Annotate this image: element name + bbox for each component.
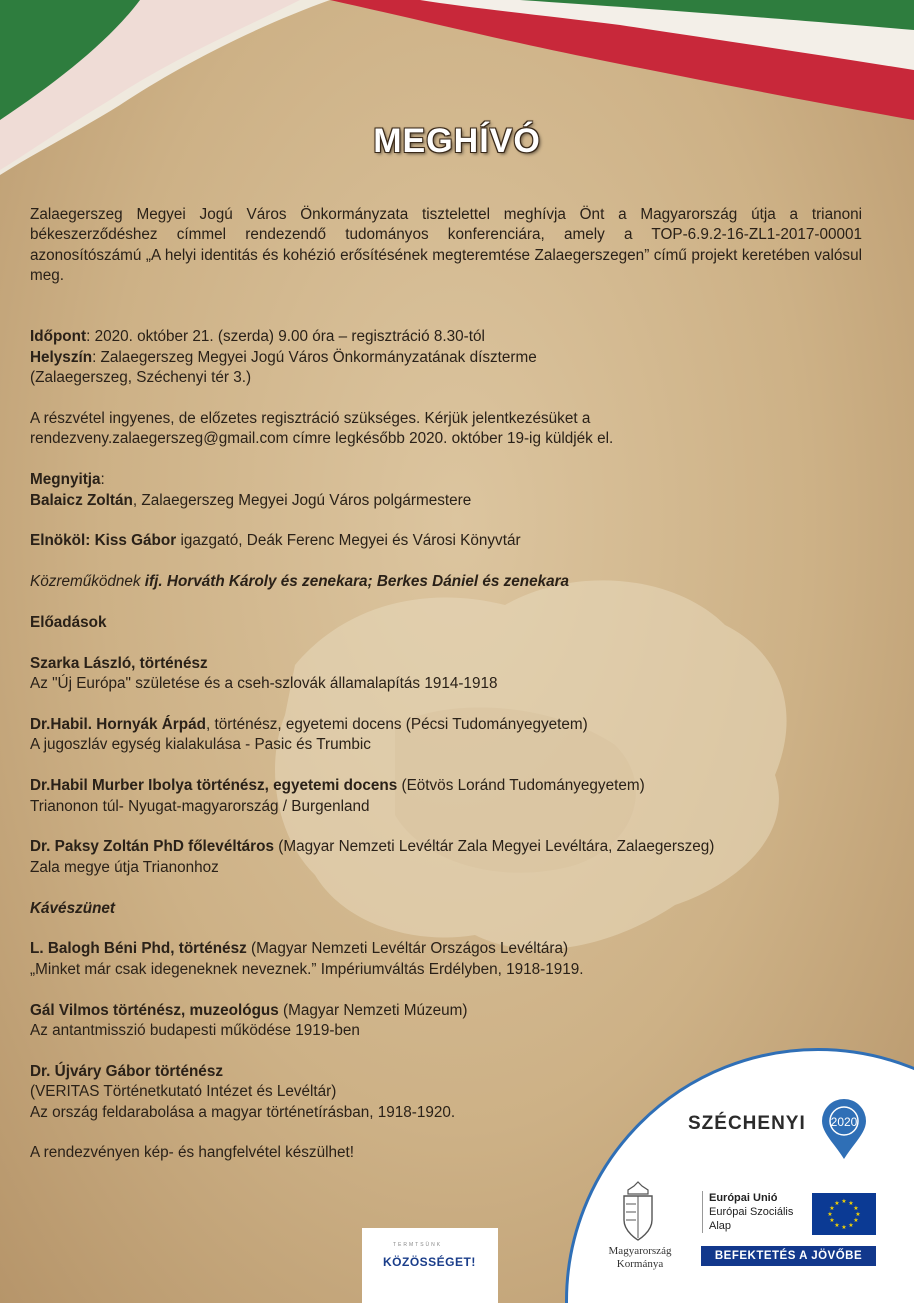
place-label: Helyszín xyxy=(30,348,93,366)
coat-of-arms-icon xyxy=(612,1180,664,1244)
place-line xyxy=(30,348,862,368)
page-title: MEGHÍVÓ xyxy=(373,122,541,160)
government-logo-text: Magyarország Kormánya xyxy=(608,1245,672,1270)
chair-line xyxy=(30,531,862,551)
svg-text:★: ★ xyxy=(829,1217,835,1224)
intro-paragraph: Zalaegerszeg Megyei Jogú Város Önkormányzata tisztelettel meghívja Önt a Magyarország útja a trianoni békeszerződéshez címmel rendezendő tudományos konferenciára, amely a TOP-6.9.2-16-ZL1-2017-00001 azonosítószámú „A helyi identitás és kohézió erősítésének megteremtése Zalaegerszegen” című projekt keretében valósul meg. xyxy=(30,206,862,285)
lecture-speaker: Szarka László, történész xyxy=(30,654,208,672)
eu-flag-icon xyxy=(812,1193,876,1235)
szechenyi-2020-pin-icon xyxy=(820,1099,868,1161)
lecture-speaker: Gál Vilmos történész, muzeológus (Magyar Nemzeti Múzeum) xyxy=(30,1001,468,1019)
invest-in-future-banner: BEFEKTETÉS A JÖVŐBE xyxy=(701,1246,876,1266)
opening-line xyxy=(30,491,862,511)
svg-text:★: ★ xyxy=(834,1200,840,1207)
lecture-speaker: Dr.Habil Murber Ibolya történész, egyetemi docens (Eötvös Loránd Tudományegyetem) xyxy=(30,777,645,795)
svg-text:★: ★ xyxy=(834,1222,840,1229)
chair-label: Elnököl: xyxy=(30,532,91,550)
opening-role: , Zalaegerszeg Megyei Jogú Város polgármestere xyxy=(132,491,472,509)
time-line xyxy=(30,327,862,347)
opening-label-line: Megnyitja: xyxy=(30,471,105,489)
lecture-topic: „Minket már csak idegeneknek neveznek.” Impériumváltás Erdélyben, 1918-1919. xyxy=(30,960,584,978)
kozosseg-logo-text: KÖZÖSSÉGET! xyxy=(383,1255,476,1269)
lecture-speaker: Dr. Paksy Zoltán PhD főlevéltáros (Magyar Nemzeti Levéltár Zala Megyei Levéltára, Zalaegerszeg) xyxy=(30,838,715,856)
svg-text:★: ★ xyxy=(848,1222,854,1229)
invitation-body xyxy=(30,205,862,1164)
recording-note: A rendezvényen kép- és hangfelvétel készülhet! xyxy=(30,1144,354,1162)
svg-text:★: ★ xyxy=(853,1217,859,1224)
lecture-topic: Az "Új Európa" születése és a cseh-szlovák államalapítás 1914-1918 xyxy=(30,675,498,693)
time-label: Időpont xyxy=(30,328,87,346)
kozosseg-logo-top: TERMTSÜNK xyxy=(393,1242,443,1248)
lecture-speaker: Dr. Újváry Gábor történész xyxy=(30,1062,223,1080)
chair-name: Kiss Gábor xyxy=(94,532,177,550)
szechenyi-logo-text: SZÉCHENYI xyxy=(688,1113,806,1134)
svg-text:★: ★ xyxy=(841,1198,847,1205)
registration-line-2: rendezveny.zalaegerszeg@gmail.com címre legkésőbb 2020. október 19-ig küldjék el. xyxy=(30,430,614,448)
lecture-affiliation: (VERITAS Történetkutató Intézet és Levéltár) xyxy=(30,1083,337,1101)
place-address: (Zalaegerszeg, Széchenyi tér 3.) xyxy=(30,369,252,387)
lectures-heading: Előadások xyxy=(30,614,107,632)
lecture-topic: A jugoszláv egység kialakulása - Pasic és Trumbic xyxy=(30,736,371,754)
performers-line: Közreműködnek ifj. Horváth Károly és zenekara; Berkes Dániel és zenekara xyxy=(30,573,570,591)
registration-line-1: A részvétel ingyenes, de előzetes regisztráció szükséges. Kérjük jelentkezésüket a xyxy=(30,410,591,428)
place-value: : Zalaegerszeg Megyei Jogú Város Önkormányzatának díszterme xyxy=(92,348,537,366)
lecture-speaker: L. Balogh Béni Phd, történész (Magyar Nemzeti Levéltár Országos Levéltára) xyxy=(30,940,569,958)
szechenyi-year: 2020 xyxy=(830,1115,858,1129)
svg-text:★: ★ xyxy=(829,1205,835,1212)
lecture-topic: Az ország feldarabolása a magyar történetírásban, 1918-1920. xyxy=(30,1103,456,1121)
svg-text:★: ★ xyxy=(853,1205,859,1212)
svg-text:★: ★ xyxy=(841,1224,847,1231)
svg-text:★: ★ xyxy=(827,1211,833,1218)
svg-text:★: ★ xyxy=(848,1200,854,1207)
eu-logo-text: Európai Unió Európai Szociális Alap xyxy=(702,1191,809,1233)
chair-role: igazgató, Deák Ferenc Megyei és Városi Könyvtár xyxy=(176,532,521,550)
opening-name: Balaicz Zoltán xyxy=(30,491,133,509)
opening-label: Megnyitja xyxy=(30,471,101,489)
lecture-topic: Trianonon túl- Nyugat-magyarország / Burgenland xyxy=(30,797,370,815)
time-value: : 2020. október 21. (szerda) 9.00 óra – regisztráció 8.30-tól xyxy=(86,328,485,346)
coffee-break: Kávészünet xyxy=(30,899,116,917)
lecture-topic: Az antantmisszió budapesti működése 1919-ben xyxy=(30,1022,360,1040)
performers-names: ifj. Horváth Károly és zenekara; Berkes Dániel és zenekara xyxy=(144,573,570,591)
lecture-topic: Zala megye útja Trianonhoz xyxy=(30,858,219,876)
lecture-speaker: Dr.Habil. Hornyák Árpád, történész, egyetemi docens (Pécsi Tudományegyetem) xyxy=(30,716,588,734)
svg-text:★: ★ xyxy=(855,1211,861,1218)
hungarian-flag-banner xyxy=(0,0,914,200)
